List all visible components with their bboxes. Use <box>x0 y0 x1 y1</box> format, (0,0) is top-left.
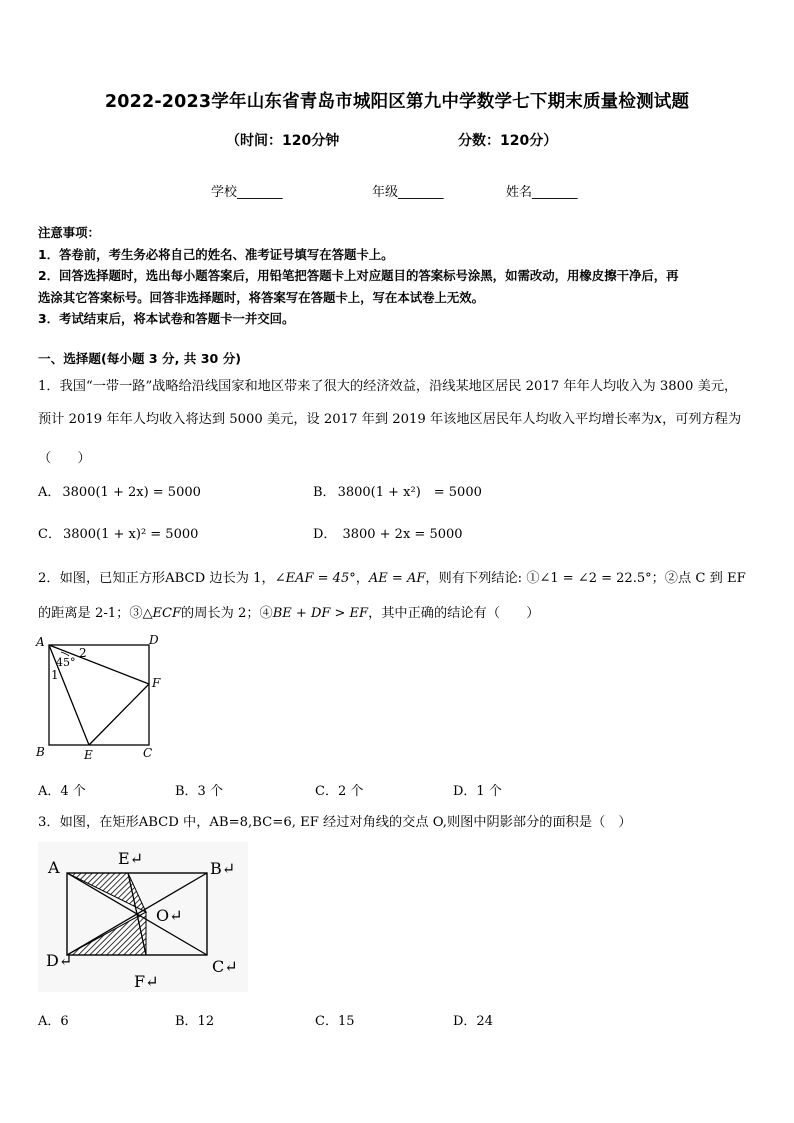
exam-time: （时间：120分钟 <box>226 133 340 149</box>
q2-text: ，则有下列结论: ① <box>425 571 540 586</box>
exam-score: 分数：120分） <box>458 133 558 149</box>
option-label: D． <box>313 527 337 542</box>
q1-line2 <box>38 408 741 427</box>
q3-figure <box>38 842 248 992</box>
section-heading: 一、选择题(每小题 3 分, 共 30 分) <box>38 351 242 366</box>
q2-option-b[interactable]: B．3 个 <box>175 784 223 799</box>
q1-option-b[interactable] <box>313 481 482 500</box>
option-text: 3800(1 + x)² = 5000 <box>62 527 199 542</box>
school-field: 学校_______ <box>211 185 283 200</box>
q2-option-a[interactable]: A．4 个 <box>38 784 86 799</box>
label-f: F↵ <box>134 972 159 991</box>
q1-line1: 1．我国“一带一路”战略给沿线国家和地区带来了很大的经济效益，沿线某地区居民 2017 年年人均收入为 3800 美元， <box>38 379 738 394</box>
q2-condition: ∠1 = ∠2 = 22.5° <box>539 571 652 586</box>
q1-paren: （ ） <box>38 451 91 466</box>
option-label: A． <box>38 485 61 500</box>
q2-condition: ∠EAF = 45° <box>274 571 356 586</box>
q1-option-d[interactable] <box>313 523 463 542</box>
q2-text: ；②点 C 到 EF <box>651 571 746 586</box>
q2-condition: BE + DF > EF <box>272 606 369 621</box>
q2-text: 2．如图，已知正方形ABCD 边长为 1， <box>38 571 275 586</box>
name-field: 姓名_______ <box>506 185 578 200</box>
q2-text: 的周长为 2；④ <box>181 606 273 621</box>
label-d: D <box>149 633 159 647</box>
q2-figure <box>34 632 174 764</box>
notes-line: 选涂其它答案标号。回答非选择题时，将答案写在答题卡上，写在本试卷上无效。 <box>38 289 485 305</box>
q2-text: ，其中正确的结论有（ ） <box>368 606 540 621</box>
option-text: 3800(1 + 2x) = 5000 <box>62 485 201 500</box>
notes-heading: 注意事项： <box>38 225 100 240</box>
label-f: F <box>152 676 161 690</box>
q2-option-c[interactable]: C．2 个 <box>315 784 364 799</box>
label-angle-2: 2 <box>79 646 87 660</box>
label-b: B <box>36 745 45 759</box>
q1-line2a: 预计 2019 年年人均收入将达到 5000 美元，设 2017 年到 2019 年该地区居民年人均收入平均增长率为 <box>38 412 655 427</box>
q2-option-d[interactable]: D．1 个 <box>453 784 502 799</box>
label-b: B↵ <box>210 859 236 878</box>
label-c: C <box>143 746 153 760</box>
label-e: E↵ <box>118 849 144 868</box>
q2-text: 的距离是 2-1；③ <box>38 606 143 621</box>
label-o: O↵ <box>156 906 183 925</box>
option-text: 3800(1 + x²) = 5000 <box>337 485 482 500</box>
label-e: E <box>84 748 93 762</box>
label-angle-45: 45° <box>56 656 76 669</box>
notes-line: 1．答卷前，考生务必将自己的姓名、准考证号填写在答题卡上。 <box>38 246 394 262</box>
notes-line: 2．回答选择题时，选出每小题答案后，用铅笔把答题卡上对应题目的答案标号涂黑，如需改动，用橡皮擦干净后，再 <box>38 268 679 283</box>
q3-option-d[interactable]: D．24 <box>453 1014 493 1029</box>
q3-option-c[interactable]: C．15 <box>315 1014 355 1029</box>
option-label: B． <box>313 485 336 500</box>
q3-option-b[interactable]: B．12 <box>175 1014 215 1029</box>
label-angle-1: 1 <box>51 668 59 682</box>
label-c: C↵ <box>212 957 238 976</box>
grade-field: 年级_______ <box>372 185 444 200</box>
segment-ef <box>89 684 149 745</box>
label-a: A <box>36 635 45 649</box>
label-d: D↵ <box>46 951 73 970</box>
q2-text: ， <box>355 571 369 586</box>
q2-line1 <box>38 567 746 586</box>
q2-condition: AE = AF <box>368 571 426 586</box>
page-title: 2022-2023学年山东省青岛市城阳区第九中学数学七下期末质量检测试题 <box>104 92 690 112</box>
q2-condition: △ECF <box>142 606 182 621</box>
notes-line: 3．考试结束后，将本试卷和答题卡一并交回。 <box>38 311 295 326</box>
option-text: 3800 + 2x = 5000 <box>342 527 463 542</box>
q3-line1: 3．如图，在矩形ABCD 中，AB=8,BC=6, EF 经过对角线的交点 O,则图中阴影部分的面积是（ ） <box>38 815 632 830</box>
q1-option-c[interactable] <box>38 523 198 542</box>
notes-block <box>38 222 763 330</box>
q1-variable: x <box>654 411 663 427</box>
option-label: C． <box>38 527 61 542</box>
q3-option-a[interactable]: A．6 <box>38 1014 69 1029</box>
q1-line2b: ，可列方程为 <box>662 412 742 427</box>
q1-option-a[interactable] <box>38 481 201 500</box>
q2-line2 <box>38 602 540 621</box>
label-a: A <box>48 858 60 877</box>
